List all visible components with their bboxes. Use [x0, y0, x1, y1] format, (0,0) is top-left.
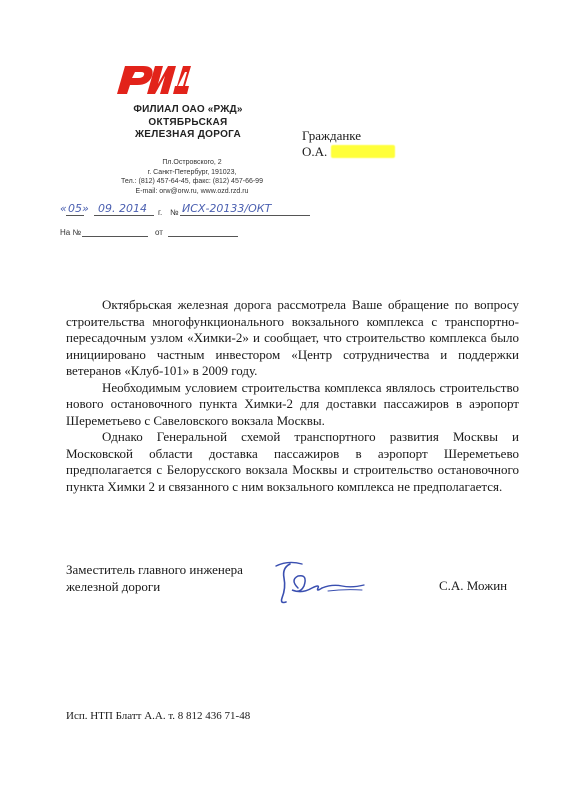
executor-info: Исп. НТП Блатт А.А. т. 8 812 436 71-48 — [66, 710, 251, 722]
address-line: Тел.: (812) 457-64-45, факс: (812) 457-66-99 — [121, 178, 263, 186]
address-line: г. Санкт-Петербург, 191023, — [147, 168, 237, 176]
body-paragraph: Октябрьская железная дорога рассмотрела Ваше обращение по вопросу строительства многофункционального вокзального комплекса с транспортно-пересадочным узлом «Химки-2» и сообщает, что строительство комплекса было инициировано частным инвестором «Центр сотрудничества и поддержки ветеранов «Клуб-101» в 2009 году. — [66, 297, 519, 378]
signatory-name: С.А. Можин — [439, 578, 508, 593]
recipient — [302, 128, 395, 160]
na-underline — [82, 236, 148, 237]
org-line-3: ЖЕЛЕЗНАЯ ДОРОГА — [134, 129, 242, 140]
address-block — [92, 158, 292, 196]
ot-label: от — [155, 228, 163, 237]
number-label: № — [170, 208, 179, 217]
year-suffix: г. — [158, 208, 163, 217]
recipient-line-1: Гражданке — [302, 128, 362, 143]
reference-line — [60, 228, 300, 242]
recipient-initials: О.А. — [302, 144, 328, 159]
na-label: На № — [60, 228, 82, 237]
handwritten-signature-icon — [268, 558, 378, 608]
signatory-title-line-2: железной дороги — [66, 579, 161, 594]
organization-name — [108, 104, 268, 140]
address-line: Пл.Островского, 2 — [162, 159, 222, 166]
date-number-line — [60, 201, 320, 221]
number-underline — [180, 215, 310, 216]
date-quote-open: « — [60, 202, 67, 215]
outgoing-number: ИСХ-20133/ОКТ — [182, 202, 272, 215]
org-line-1: ФИЛИАЛ ОАО «РЖД» — [133, 104, 243, 115]
signatory-title — [66, 561, 243, 595]
day-underline — [66, 215, 84, 216]
ot-underline — [168, 236, 238, 237]
letter-body — [66, 297, 519, 495]
body-paragraph: Однако Генеральной схемой транспортного развития Москвы и Московской области доставка пассажиров в аэропорт Шереметьево предполагается с Белорусского вокзала Москвы и строительство остановочного пункта Химки 2 и связанного с ним вокзального комплекса не предполагается. — [66, 429, 519, 494]
date-day: 05 — [68, 202, 82, 215]
date-quote-close: » — [82, 202, 89, 215]
body-paragraph: Необходимым условием строительства комплекса являлось строительство нового остановочного пункта Химки-2 для доставки пассажиров в аэропорт Шереметьево с Савеловского вокзала Москвы. — [66, 379, 519, 428]
rzd-logo-icon — [113, 58, 195, 96]
recipient-line-2 — [302, 144, 395, 160]
month-underline — [94, 215, 154, 216]
signatory-title-line-1: Заместитель главного инженера — [66, 562, 243, 577]
date-month-year: 09. 2014 — [98, 202, 147, 215]
redaction-mark — [331, 145, 395, 158]
address-line: E-mail: orw@orw.ru, www.ozd.rzd.ru — [135, 187, 249, 195]
org-line-2: ОКТЯБРЬСКАЯ — [148, 117, 228, 128]
